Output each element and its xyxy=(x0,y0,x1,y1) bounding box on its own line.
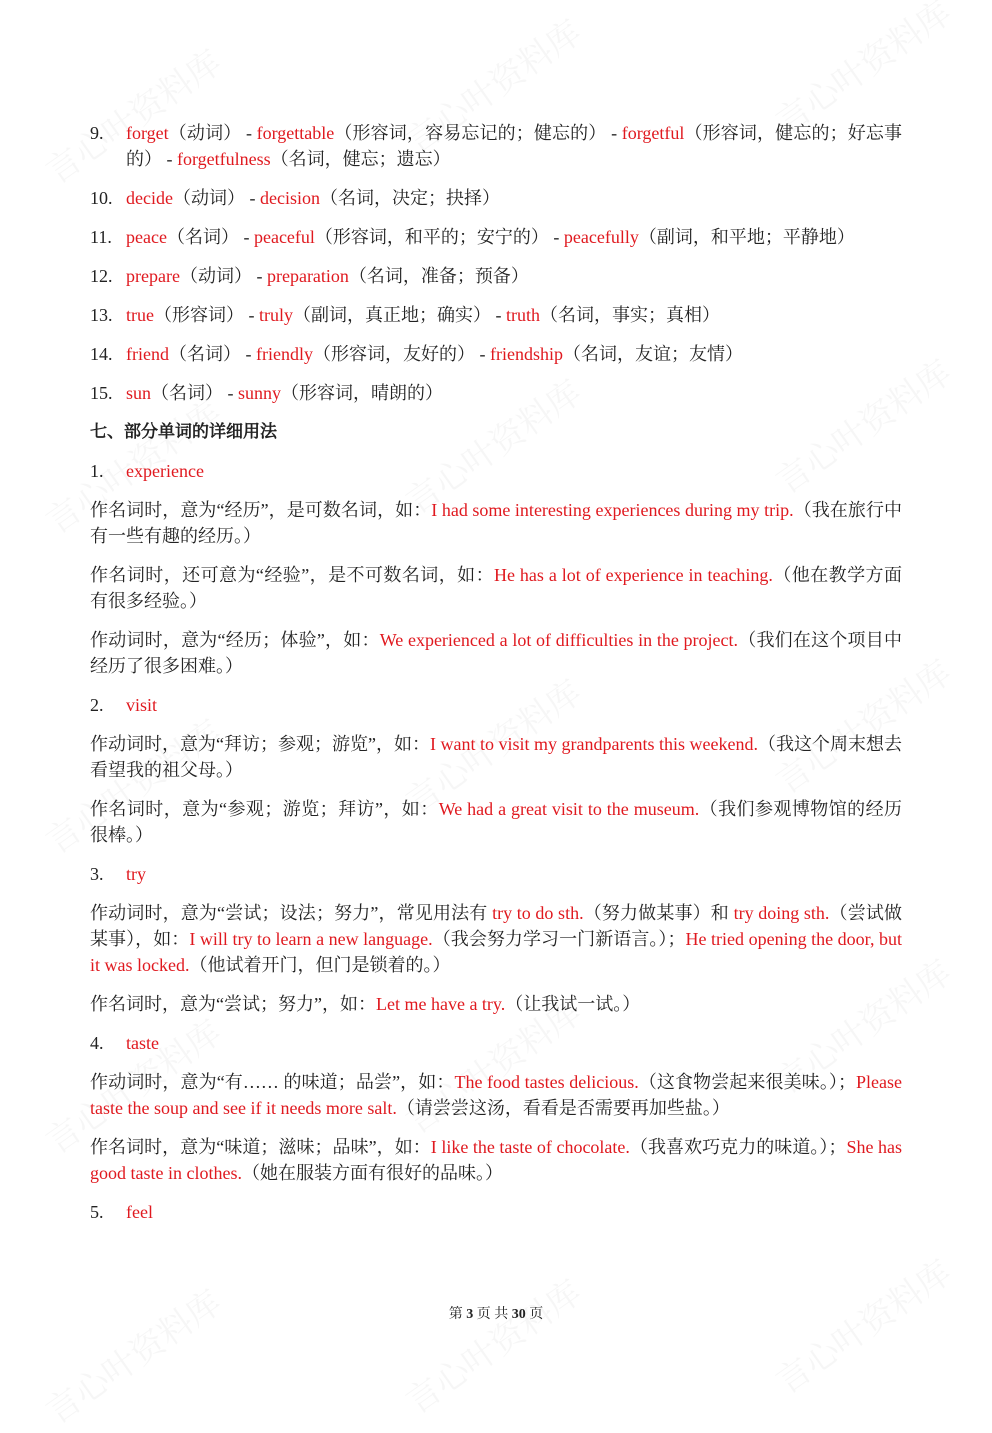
chinese-text: （名词） - xyxy=(151,383,239,403)
chinese-text: （形容词，健忘的；好忘事的） - xyxy=(126,123,902,169)
english-example: friend xyxy=(126,344,169,364)
english-example: feel xyxy=(126,1202,153,1222)
numbered-item xyxy=(90,861,902,887)
chinese-text: （请尝尝这汤，看看是否需要再加些盐。） xyxy=(396,1098,730,1118)
english-example: I had some interesting experiences during my trip. xyxy=(431,500,794,520)
numbered-item xyxy=(90,692,902,718)
english-example: sunny xyxy=(238,383,282,403)
chinese-text: （形容词） - xyxy=(153,305,259,325)
english-example: peaceful xyxy=(253,227,315,247)
english-example: I like the taste of chocolate. xyxy=(430,1137,630,1157)
footer-suffix: 页 xyxy=(529,1307,544,1322)
current-page: 3 xyxy=(466,1307,474,1322)
item-number: 11. xyxy=(90,227,112,247)
section-heading xyxy=(90,419,902,445)
english-example: preparation xyxy=(266,266,349,286)
item-number: 3. xyxy=(90,864,104,884)
chinese-text: （他试着开门，但门是锁着的。） xyxy=(189,955,451,975)
english-example: The food tastes delicious. xyxy=(454,1072,639,1092)
chinese-text: （动词） - xyxy=(168,123,257,143)
chinese-text: （我们在这个项目中经历了很多困难。） xyxy=(90,630,902,676)
chinese-text: 作动词时，意为“尝试；设法；努力”，常见用法有 xyxy=(90,903,493,923)
english-example: Let me have a try. xyxy=(375,994,506,1014)
english-example: Please taste the soup and see if it needs more salt. xyxy=(90,1072,903,1118)
english-example: decide xyxy=(126,188,173,208)
chinese-text: （形容词，容易忘记的；健忘的） - xyxy=(334,123,622,143)
total-pages: 30 xyxy=(511,1307,526,1322)
item-number: 13. xyxy=(90,305,113,325)
english-example: forget xyxy=(126,123,169,143)
item-number: 12. xyxy=(90,266,113,286)
english-example: We experienced a lot of difficulties in the project. xyxy=(379,630,739,650)
chinese-text: （她在服装方面有很好的品味。） xyxy=(241,1163,503,1183)
chinese-text: （名词，准备；预备） xyxy=(348,266,529,286)
item-number: 14. xyxy=(90,344,113,364)
numbered-item xyxy=(90,458,902,484)
chinese-text: （动词） - xyxy=(179,266,267,286)
english-example: friendship xyxy=(489,344,563,364)
chinese-text: （名词，事实；真相） xyxy=(539,305,720,325)
english-example: taste xyxy=(126,1033,159,1053)
numbered-item xyxy=(90,341,902,367)
chinese-text: （努力做某事）和 xyxy=(583,903,734,923)
english-example: I will try to learn a new language. xyxy=(189,929,433,949)
watermark-text xyxy=(764,1246,959,1403)
english-example: He tried opening the door, but it was locked. xyxy=(90,929,903,975)
chinese-text: （他在教学方面有很多经验。） xyxy=(90,565,902,611)
english-example: try doing sth. xyxy=(733,903,830,923)
english-example: forgetfulness xyxy=(177,149,271,169)
chinese-text: 作动词时，意为“经历；体验”，如： xyxy=(90,630,380,650)
chinese-text: （我会努力学习一门新语言。）； xyxy=(432,929,686,949)
item-number: 4. xyxy=(90,1033,104,1053)
paragraph xyxy=(90,497,902,549)
chinese-text: （我在旅行中有一些有趣的经历。） xyxy=(90,500,903,546)
paragraph xyxy=(90,627,902,679)
footer-middle: 页 共 xyxy=(476,1307,509,1322)
numbered-item xyxy=(90,120,902,172)
paragraph xyxy=(90,731,902,783)
paragraph xyxy=(90,1069,902,1121)
chinese-text: （我喜欢巧克力的味道。）； xyxy=(629,1137,847,1157)
chinese-text: 作名词时，意为“经历”，是可数名词，如： xyxy=(90,500,432,520)
chinese-text: 作动词时，意为“有…… 的味道；品尝”，如： xyxy=(90,1072,455,1092)
english-example: truly xyxy=(258,305,293,325)
item-number: 10. xyxy=(90,188,113,208)
english-example: forgetful xyxy=(621,123,685,143)
item-number: 9. xyxy=(90,123,104,143)
english-example: friendly xyxy=(255,344,313,364)
english-example: sun xyxy=(126,383,152,403)
english-example: I want to visit my grandparents this weekend. xyxy=(430,734,758,754)
english-example: truth xyxy=(505,305,540,325)
english-example: decision xyxy=(259,188,320,208)
chinese-text: （副词，和平地；平静地） xyxy=(638,227,855,247)
chinese-text: （动词） - xyxy=(172,188,260,208)
chinese-text: 作动词时，意为“拜访；参观；游览”，如： xyxy=(90,734,431,754)
chinese-text: （我们参观博物馆的经历很棒。） xyxy=(90,799,903,845)
english-example: She has good taste in clothes. xyxy=(90,1137,902,1183)
numbered-item xyxy=(90,1030,902,1056)
chinese-text: 作名词时，意为“味道；滋味；品味”，如： xyxy=(90,1137,431,1157)
paragraph xyxy=(90,900,902,978)
item-number: 5. xyxy=(90,1202,104,1222)
english-example: true xyxy=(126,305,154,325)
footer-prefix: 第 xyxy=(448,1307,463,1322)
chinese-text: （名词，友谊；友情） xyxy=(562,344,743,364)
chinese-text: （名词，健忘；遗忘） xyxy=(270,149,451,169)
chinese-text: （尝试做某事），如： xyxy=(90,903,903,949)
paragraph xyxy=(90,991,902,1017)
numbered-item xyxy=(90,380,902,406)
chinese-text: （名词，决定；抉择） xyxy=(319,188,500,208)
numbered-item xyxy=(90,263,902,289)
chinese-text: （名词） - xyxy=(168,344,256,364)
english-example: visit xyxy=(126,695,158,715)
chinese-text: （形容词，晴朗的） xyxy=(281,383,444,403)
english-example: try to do sth. xyxy=(492,903,584,923)
paragraph xyxy=(90,1134,902,1186)
paragraph xyxy=(90,562,902,614)
watermark-text xyxy=(394,1266,589,1423)
item-number: 1. xyxy=(90,461,104,481)
chinese-text: （我这个周末想去看望我的祖父母。） xyxy=(90,734,903,780)
numbered-item xyxy=(90,185,902,211)
english-example: forgettable xyxy=(256,123,335,143)
page-footer xyxy=(0,1303,992,1323)
document-body xyxy=(90,120,902,1238)
chinese-text: 作名词时，意为“参观；游览；拜访”，如： xyxy=(90,799,439,819)
english-example: prepare xyxy=(126,266,180,286)
numbered-item xyxy=(90,224,902,250)
numbered-item xyxy=(90,302,902,328)
chinese-text: 作名词时，意为“尝试；努力”，如： xyxy=(90,994,376,1014)
english-example: We had a great visit to the museum. xyxy=(438,799,700,819)
item-number: 2. xyxy=(90,695,104,715)
chinese-text: （这食物尝起来很美味。）； xyxy=(638,1072,857,1092)
english-example: try xyxy=(126,864,146,884)
chinese-text: （形容词，和平的；安宁的） - xyxy=(314,227,564,247)
english-example: He has a lot of experience in teaching. xyxy=(494,565,773,585)
chinese-text: （形容词，友好的） - xyxy=(312,344,490,364)
chinese-text: （让我试一试。） xyxy=(505,994,641,1014)
watermark-text xyxy=(34,1276,229,1433)
numbered-item xyxy=(90,1199,902,1225)
chinese-text: 七、部分单词的详细用法 xyxy=(90,422,277,442)
item-number: 15. xyxy=(90,383,113,403)
chinese-text: 作名词时，还可意为“经验”，是不可数名词，如： xyxy=(90,565,494,585)
paragraph xyxy=(90,796,902,848)
english-example: peacefully xyxy=(563,227,639,247)
english-example: experience xyxy=(126,461,204,481)
english-example: peace xyxy=(126,227,167,247)
chinese-text: （副词，真正地；确实） - xyxy=(292,305,506,325)
chinese-text: （名词） - xyxy=(166,227,254,247)
